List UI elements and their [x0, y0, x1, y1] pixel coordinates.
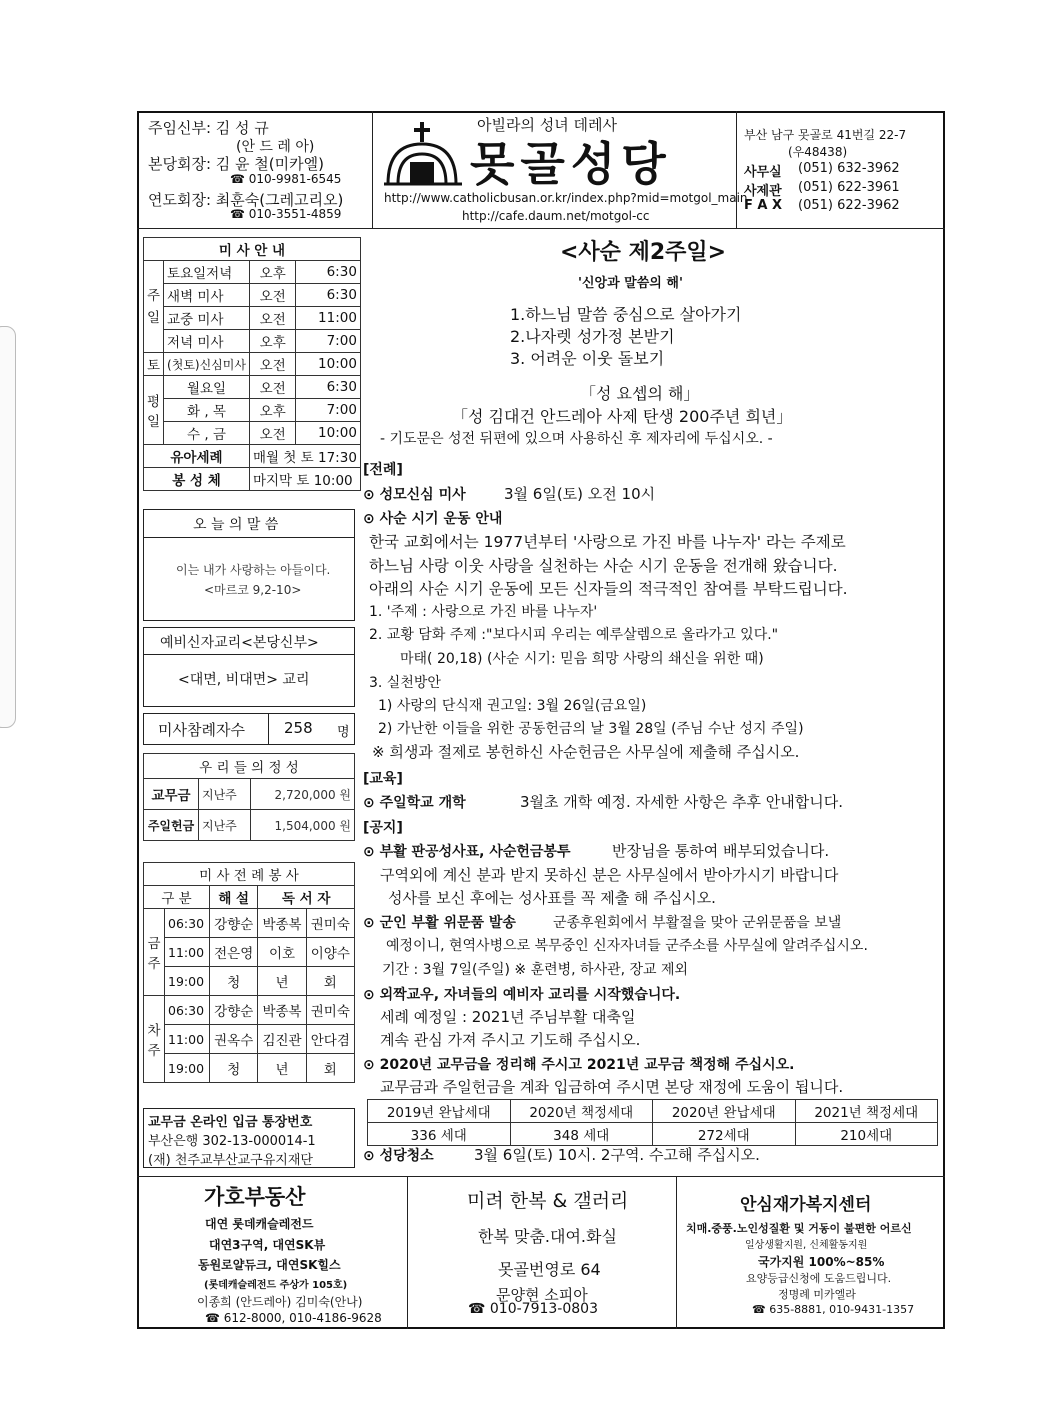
- offering-amount: 1,504,000 원: [251, 810, 355, 841]
- mass-name: 저녁 미사: [164, 330, 250, 353]
- notice-5-text: 3월 6일(토) 10시. 2구역. 수고해 주십시오.: [474, 1146, 760, 1164]
- ad1-line2: 대연3구역, 대연SK뷰: [209, 1238, 326, 1252]
- liturgy-2-l7: ※ 희생과 절제로 봉헌하신 사순헌금은 사무실에 제출해 주십시오.: [372, 743, 800, 761]
- mass-ampm: 오후: [249, 330, 295, 353]
- fax-number: (051) 622-3962: [798, 198, 900, 213]
- priest-name: 주임신부: 김 성 규: [148, 119, 269, 137]
- server-name: 이양수: [306, 938, 354, 967]
- ad1-line3: 동원로얄듀크, 대연SK힐스: [198, 1258, 341, 1272]
- server-name: 년: [258, 1054, 306, 1083]
- server-name: 안다겸: [306, 1025, 354, 1054]
- offering-table: [143, 753, 355, 841]
- notice-3-title: ⊙ 외짝교우, 자녀들의 예비자 교리를 시작했습니다.: [363, 987, 681, 1003]
- church-name: 못골성당: [470, 137, 672, 191]
- liturgy-2-l1: 1. '주제 : 사랑으로 가진 바를 나누자': [369, 604, 598, 620]
- server-name: 박종복: [258, 996, 306, 1025]
- server-name: 전은영: [210, 938, 258, 967]
- server-name: 강향순: [210, 909, 258, 938]
- notice-1-p2: 구역외에 계신 분과 받지 못하신 분은 사무실에서 받아가시기 바랍니다: [380, 866, 839, 884]
- today-word-divider: [143, 537, 355, 538]
- liturgy-2-l6: 2) 가난한 이들을 위한 공동헌금의 날 3월 28일 (주님 수난 성지 주일): [378, 721, 804, 737]
- liturgy-2-p1: 한국 교회에서는 1977년부터 '사랑으로 가진 바를 나누자' 라는 주제로: [369, 533, 846, 551]
- elder-phone: ☎ 010-3551-4859: [230, 207, 342, 221]
- ad2-line4: ☎ 010-7913-0803: [468, 1301, 598, 1317]
- ad1-line5: 이종희 (안드레아) 김미숙(안나): [197, 1295, 363, 1309]
- group-label-saturday: 토: [144, 353, 164, 376]
- office-label: 사무실: [744, 165, 782, 180]
- bank-line-2: 부산은행 302-13-000014-1: [148, 1134, 316, 1149]
- attendance-divider: [268, 713, 269, 745]
- notice-1-title: ⊙ 부활 판공성사표, 사순헌금봉투: [363, 844, 571, 860]
- server-name: 김진관: [258, 1025, 306, 1054]
- server-time: 06:30: [165, 996, 210, 1025]
- fax-label: F A X: [744, 198, 783, 213]
- mass-schedule-title: 미 사 안 내: [144, 238, 361, 261]
- liturgy-1-title: ⊙ 성모신심 미사: [363, 487, 466, 503]
- mass-name: 토요일저녁: [164, 261, 250, 284]
- dues-value: 272세대: [653, 1123, 796, 1146]
- notice-2-title: ⊙ 군인 부활 위문품 발송: [363, 915, 516, 931]
- ad3-line1: 치매.중풍.노인성질환 및 거동이 불편한 어르신: [686, 1222, 912, 1235]
- dues-value: 336 세대: [368, 1123, 511, 1146]
- notice-1-text: 반장님을 통하여 배부되었습니다.: [612, 842, 830, 860]
- mass-time: 10:00: [296, 422, 360, 445]
- ad2-line2: 못골번영로 64: [498, 1260, 601, 1279]
- liturgy-header: [전례]: [363, 462, 403, 478]
- today-word-ref: <마르코 9,2-10>: [204, 583, 302, 597]
- mass-time: 10:00: [296, 353, 360, 376]
- ad1-name: 가호부동산: [204, 1185, 306, 1209]
- footer-divider-2: [676, 1176, 677, 1329]
- address: 부산 남구 못골로 41번길 22-7: [744, 128, 907, 142]
- notice-4-p2: 교무금과 주일헌금을 계좌 입금하여 주시면 본당 재정에 도움이 됩니다.: [380, 1078, 844, 1096]
- zip-code: (우48438): [788, 145, 848, 159]
- server-name: 년: [258, 967, 306, 996]
- server-name: 박종복: [258, 909, 306, 938]
- attendance-value: 258: [284, 719, 313, 737]
- server-name: 권미숙: [306, 909, 354, 938]
- infant-baptism-label: 유아세례: [144, 445, 250, 468]
- offering-title: 우 리 들 의 정 성: [144, 754, 355, 779]
- bank-line-1: 교무금 온라인 입금 통장번호: [148, 1115, 313, 1130]
- ad1-line6: ☎ 612-8000, 010-4186-9628: [205, 1311, 382, 1325]
- liturgy-2-l5: 1) 사랑의 단식재 권고일: 3월 26일(금요일): [378, 698, 647, 714]
- header-divider: [137, 228, 945, 229]
- liturgy-2-l2: 2. 교황 담화 주제 :"보다시피 우리는 예루살렘으로 올라가고 있다.": [369, 627, 779, 643]
- year-kim: 「성 김대건 안드레아 사제 탄생 200주년 희년」: [452, 407, 793, 426]
- group-label-sunday: 주일: [144, 261, 164, 353]
- offering-period: 지난주: [199, 810, 251, 841]
- communion-time: 마지막 토 10:00: [249, 468, 360, 491]
- servers-header: 구 분: [144, 886, 210, 909]
- footer-divider: [137, 1176, 945, 1177]
- education-header: [교육]: [363, 771, 403, 787]
- server-time: 19:00: [165, 1054, 210, 1083]
- rectory-label: 사제관: [744, 184, 782, 199]
- mass-schedule-table: [143, 237, 361, 491]
- dues-table: [367, 1099, 938, 1146]
- mass-ampm: 오전: [249, 284, 295, 307]
- mass-time: 7:00: [296, 330, 360, 353]
- rectory-phone: (051) 622-3961: [798, 180, 900, 195]
- dues-header: 2020년 완납세대: [653, 1100, 796, 1123]
- offering-amount: 2,720,000 원: [251, 779, 355, 810]
- footer-divider-1: [407, 1176, 408, 1329]
- ad3-line2: 일상생활지원, 신체활동지원: [745, 1240, 868, 1251]
- today-word-text: 이는 내가 사랑하는 아들이다.: [176, 563, 331, 577]
- liturgy-2-p2: 하느님 사랑 이웃 사랑을 실천하는 사순 시기 운동을 전개해 왔습니다.: [369, 557, 838, 575]
- mass-time: 6:30: [296, 376, 360, 399]
- mass-ampm: 오후: [249, 261, 295, 284]
- notice-4-title: ⊙ 2020년 교무금을 정리해 주시고 2021년 교무금 책정해 주십시오.: [363, 1057, 795, 1073]
- liturgy-2-l4: 3. 실천방안: [369, 675, 441, 691]
- attendance-unit: 명: [337, 725, 350, 740]
- catechism-title: 예비신자교리<본당신부>: [160, 635, 319, 651]
- education-title: ⊙ 주일학교 개학: [363, 795, 466, 811]
- ad1-line4: (롯데캐슬레전드 주상가 105호): [204, 1280, 348, 1291]
- mass-name: 월요일: [164, 376, 250, 399]
- header-divider-right: [736, 111, 737, 228]
- side-scroll-tab[interactable]: [0, 326, 16, 728]
- goal-3: 3. 어려운 이웃 돌보기: [510, 349, 665, 368]
- ad3-line6: ☎ 635-8881, 010-9431-1357: [752, 1303, 915, 1316]
- ad2-name: 미려 한복 & 갤러리: [467, 1190, 629, 1212]
- mass-name: 화 , 목: [164, 399, 250, 422]
- mass-ampm: 오후: [249, 399, 295, 422]
- offering-period: 지난주: [199, 779, 251, 810]
- ad2-line3: 문양현 소피아: [496, 1286, 588, 1304]
- bank-line-3: (재) 천주교부산교구유지재단: [148, 1153, 313, 1168]
- mass-time: 7:00: [296, 399, 360, 422]
- liturgy-2-l3: 마태( 20,18) (사순 시기: 믿음 희망 사랑의 쇄신을 위한 때): [400, 651, 764, 667]
- dues-value: 210세대: [795, 1123, 938, 1146]
- mass-name: (첫토)신심미사: [164, 353, 250, 376]
- cafe-url[interactable]: http://cafe.daum.net/motgol-cc: [462, 209, 650, 223]
- mass-ampm: 오전: [249, 422, 295, 445]
- mass-time: 6:30: [296, 284, 360, 307]
- server-name: 청: [210, 967, 258, 996]
- offering-label: 교무금: [144, 779, 199, 810]
- dues-header: 2020년 책정세대: [510, 1100, 653, 1123]
- catechism-divider: [143, 654, 355, 655]
- servers-title: 미 사 전 례 봉 사: [144, 863, 355, 886]
- server-name: 강향순: [210, 996, 258, 1025]
- office-phone: (051) 632-3962: [798, 161, 900, 176]
- ad3-name: 안심재가복지센터: [740, 1195, 872, 1215]
- priest-baptism: (안 드 레 아): [236, 139, 315, 155]
- ad1-line1: 대연 롯데캐슬레전드: [205, 1217, 314, 1231]
- dues-header: 2019년 완납세대: [368, 1100, 511, 1123]
- server-name: 회: [306, 967, 354, 996]
- mass-ampm: 오전: [249, 376, 295, 399]
- mass-name: 교중 미사: [164, 307, 250, 330]
- servers-table: [143, 862, 355, 1083]
- communion-label: 봉 성 체: [144, 468, 250, 491]
- chairman-phone: ☎ 010-9981-6545: [230, 172, 342, 186]
- mass-ampm: 오전: [249, 353, 295, 376]
- server-name: 권미숙: [306, 996, 354, 1025]
- group-label-weekday: 평일: [144, 376, 164, 445]
- notice-5-title: ⊙ 성당청소: [363, 1148, 434, 1164]
- liturgy-1-text: 3월 6일(토) 오전 10시: [504, 485, 656, 503]
- goal-2: 2.나자렛 성가정 본받기: [510, 327, 675, 346]
- this-week-label: 금주: [144, 909, 165, 996]
- chairman-name: 본당회장: 김 윤 철(미카엘): [148, 155, 324, 173]
- servers-header: 독 서 자: [258, 886, 355, 909]
- dues-value: 348 세대: [510, 1123, 653, 1146]
- server-time: 11:00: [165, 1025, 210, 1054]
- ad3-line4: 요양등급신청에 도움드립니다.: [746, 1272, 892, 1285]
- ad3-line5: 정명례 미카엘라: [778, 1288, 856, 1301]
- year-theme: '신앙과 말씀의 해': [578, 276, 683, 291]
- notice-3-p2: 세례 예정일 : 2021년 주님부활 대축일: [380, 1008, 636, 1026]
- notice-2-p3: 기간 : 3월 7일(주일) ※ 훈련병, 하사관, 장교 제외: [382, 962, 689, 978]
- mass-name: 새벽 미사: [164, 284, 250, 307]
- header-divider-left: [372, 111, 373, 228]
- server-name: 권옥수: [210, 1025, 258, 1054]
- mass-time: 6:30: [296, 261, 360, 284]
- parish-url[interactable]: http://www.catholicbusan.or.kr/index.php?mid=motgol_main: [384, 191, 748, 205]
- ad3-line3: 국가지원 100%~85%: [758, 1255, 885, 1269]
- notice-2-text: 군종후원회에서 부활절을 맞아 군위문품을 보낼: [553, 915, 842, 931]
- notice-header: [공지]: [363, 820, 403, 836]
- ad2-line1: 한복 맞춤.대여.화실: [478, 1227, 617, 1246]
- today-word-title: 오 늘 의 말 씀: [193, 517, 279, 533]
- notice-1-p3: 성사를 보신 후에는 성사표를 꼭 제출 해 주십시오.: [388, 889, 716, 907]
- prayer-note: - 기도문은 성전 뒤편에 있으며 사용하신 후 제자리에 두십시오. -: [380, 431, 773, 447]
- notice-3-p3: 계속 관심 가져 주시고 기도해 주십시오.: [380, 1031, 641, 1049]
- goal-1: 1.하느님 말씀 중심으로 살아가기: [510, 305, 742, 324]
- next-week-label: 차주: [144, 996, 165, 1083]
- server-time: 11:00: [165, 938, 210, 967]
- dues-header: 2021년 책정세대: [795, 1100, 938, 1123]
- church-logo-icon: [384, 122, 464, 188]
- server-time: 06:30: [165, 909, 210, 938]
- notice-2-p2: 예정이니, 현역사병으로 복무중인 신자자녀들 군주소를 사무실에 알려주십시오.: [386, 938, 868, 954]
- offering-label: 주일헌금: [144, 810, 199, 841]
- patron-saint: 아빌라의 성녀 데레사: [477, 116, 617, 134]
- server-name: 청: [210, 1054, 258, 1083]
- server-time: 19:00: [165, 967, 210, 996]
- sunday-title: <사순 제2주일>: [560, 240, 727, 265]
- mass-ampm: 오전: [249, 307, 295, 330]
- catechism-text: <대면, 비대면> 교리: [178, 672, 310, 688]
- server-name: 회: [306, 1054, 354, 1083]
- servers-header: 해 설: [210, 886, 258, 909]
- mass-time: 11:00: [296, 307, 360, 330]
- liturgy-2-title: ⊙ 사순 시기 운동 안내: [363, 511, 503, 527]
- liturgy-2-p3: 아래의 사순 시기 운동에 모든 신자들의 적극적인 참여를 부탁드립니다.: [369, 580, 848, 598]
- infant-baptism-time: 매월 첫 토 17:30: [249, 445, 360, 468]
- mass-name: 수 , 금: [164, 422, 250, 445]
- attendance-label: 미사참례자수: [158, 721, 245, 739]
- education-text: 3월초 개학 예정. 자세한 사항은 추후 안내합니다.: [520, 793, 843, 811]
- elder-name: 연도회장: 최훈숙(그레고리오): [148, 191, 344, 209]
- year-joseph: 「성 요셉의 해」: [580, 384, 700, 403]
- server-name: 이호: [258, 938, 306, 967]
